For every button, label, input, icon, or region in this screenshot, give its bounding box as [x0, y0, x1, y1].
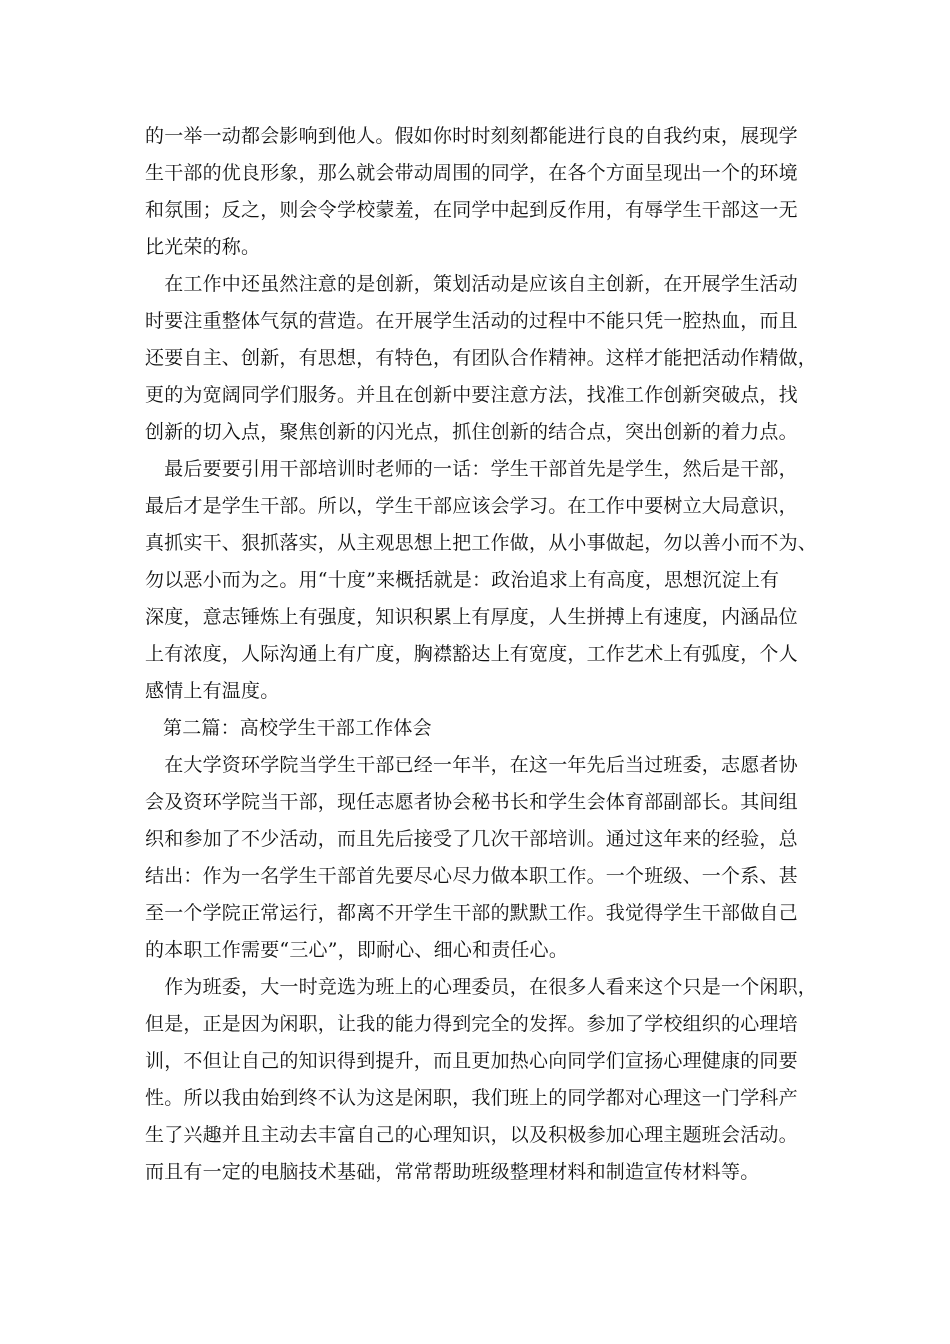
document-page [145, 118, 818, 1191]
section-heading: 第二篇：高校学生干部工作体会 [163, 717, 432, 739]
paragraph-start-line: 在大学资环学院当学生干部已经一年半，在这一年先后当过班委，志愿者协 [145, 754, 798, 776]
text-line: 织和参加了不少活动，而且先后接受了几次干部培训。通过这年来的经验，总 [145, 828, 798, 850]
paragraph-start-line: 最后要要引用干部培训时老师的一话：学生干部首先是学生，然后是干部， [145, 458, 798, 480]
text-line: 但是，正是因为闲职，让我的能力得到完全的发挥。参加了学校组织的心理培 [145, 1013, 798, 1035]
text-line: 性。所以我由始到终不认为这是闲职，我们班上的同学都对心理这一门学科产 [145, 1087, 798, 1109]
paragraph-start-line: 作为班委，大一时竞选为班上的心理委员，在很多人看来这个只是一个闲职， [145, 976, 818, 998]
text-line: 比光荣的称。 [145, 236, 261, 258]
paragraph-start-line: 在工作中还虽然注意的是创新，策划活动是应该自主创新，在开展学生活动 [145, 273, 798, 295]
text-line: 勿以恶小而为之。用“十度”来概括就是：政治追求上有高度，思想沉淀上有 [145, 569, 780, 591]
text-line: 而且有一定的电脑技术基础，常常帮助班级整理材料和制造宣传材料等。 [145, 1161, 760, 1183]
text-line: 生干部的优良形象，那么就会带动周围的同学，在各个方面呈现出一个的环境 [145, 162, 798, 184]
text-line: 和氛围；反之，则会令学校蒙羞，在同学中起到反作用，有辱学生干部这一无 [145, 199, 798, 221]
text-line: 的一举一动都会影响到他人。假如你时时刻刻都能进行良的自我约束，展现学 [145, 125, 798, 147]
text-line: 感情上有温度。 [145, 680, 280, 702]
text-line: 创新的切入点，聚焦创新的闪光点，抓住创新的结合点，突出创新的着力点。 [145, 421, 798, 443]
text-line: 结出：作为一名学生干部首先要尽心尽力做本职工作。一个班级、一个系、甚 [145, 865, 798, 887]
text-line: 生了兴趣并且主动去丰富自己的心理知识，以及积极参加心理主题班会活动。 [145, 1124, 798, 1146]
text-line: 深度，意志锤炼上有强度，知识积累上有厚度，人生拼搏上有速度，内涵品位 [145, 606, 798, 628]
text-line: 至一个学院正常运行，都离不开学生干部的默默工作。我觉得学生干部做自己 [145, 902, 798, 924]
text-line: 的本职工作需要“三心”，即耐心、细心和责任心。 [145, 939, 569, 961]
text-line: 会及资环学院当干部，现任志愿者协会秘书长和学生会体育部副部长。其间组 [145, 791, 798, 813]
text-line: 真抓实干、狠抓落实，从主观思想上把工作做，从小事做起，勿以善小而不为、 [145, 532, 818, 554]
text-line: 训，不但让自己的知识得到提升，而且更加热心向同学们宣扬心理健康的同要 [145, 1050, 798, 1072]
text-line: 还要自主、创新，有思想，有特色，有团队合作精神。这样才能把活动作精做， [145, 347, 818, 369]
text-line: 最后才是学生干部。所以，学生干部应该会学习。在工作中要树立大局意识， [145, 495, 798, 517]
text-line: 更的为宽阔同学们服务。并且在创新中要注意方法，找准工作创新突破点，找 [145, 384, 798, 406]
text-line: 上有浓度，人际沟通上有广度，胸襟豁达上有宽度，工作艺术上有弧度，个人 [145, 643, 798, 665]
text-line: 时要注重整体气氛的营造。在开展学生活动的过程中不能只凭一腔热血，而且 [145, 310, 798, 332]
